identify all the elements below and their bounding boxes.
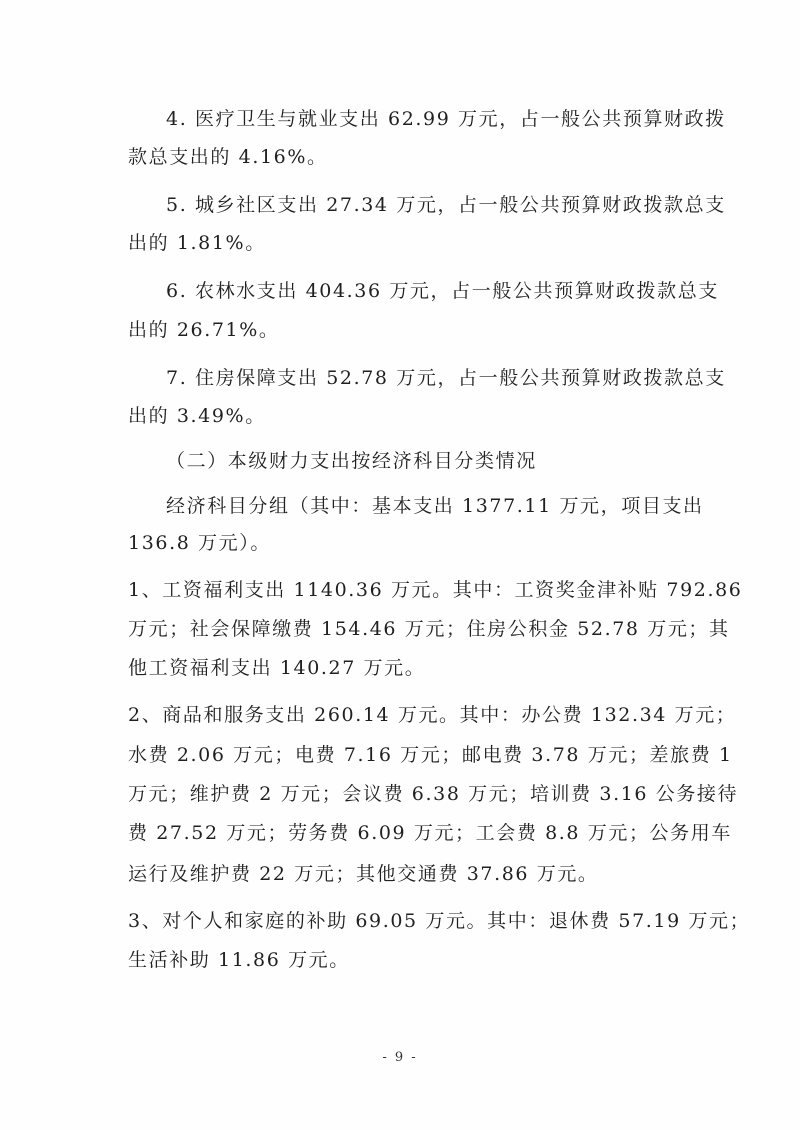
text-line-15: 2、商品和服务支出 260.14 万元。其中：办公费 132.34 万元； xyxy=(128,704,737,726)
text-line-14: 他工资福利支出 140.27 万元。 xyxy=(128,657,426,679)
text-line-6: 出的 26.71%。 xyxy=(128,319,280,341)
text-line-5: 6. 农林水支出 404.36 万元，占一般公共预算财政拨款总支 xyxy=(166,280,719,302)
text-line-19: 运行及维护费 22 万元；其他交通费 37.86 万元。 xyxy=(128,863,599,885)
text-line-8: 出的 3.49%。 xyxy=(128,405,266,427)
text-line-13: 万元；社会保障缴费 154.46 万元；住房公积金 52.78 万元；其 xyxy=(128,618,730,640)
text-line-4: 出的 1.81%。 xyxy=(128,232,266,254)
section-heading: （二）本级财力支出按经济科目分类情况 xyxy=(166,450,537,472)
text-line-12: 1、工资福利支出 1140.36 万元。其中：工资奖金津补贴 792.86 xyxy=(128,579,743,601)
text-line-16: 水费 2.06 万元；电费 7.16 万元；邮电费 3.78 万元；差旅费 1 xyxy=(128,744,733,766)
text-line-11: 136.8 万元）。 xyxy=(128,532,271,554)
text-line-10: 经济科目分组（其中：基本支出 1377.11 万元，项目支出 xyxy=(166,495,704,517)
text-line-21: 生活补助 11.86 万元。 xyxy=(128,949,350,971)
text-line-17: 万元；维护费 2 万元；会议费 6.38 万元；培训费 3.16 公务接待 xyxy=(128,783,739,805)
text-line-3: 5. 城乡社区支出 27.34 万元，占一般公共预算财政拨款总支 xyxy=(166,194,726,216)
text-line-20: 3、对个人和家庭的补助 69.05 万元。其中：退休费 57.19 万元； xyxy=(128,910,751,932)
text-line-18: 费 27.52 万元；劳务费 6.09 万元；工会费 8.8 万元；公务用车 xyxy=(128,822,732,844)
text-line-2: 款总支出的 4.16%。 xyxy=(128,146,328,168)
text-line-1: 4. 医疗卫生与就业支出 62.99 万元，占一般公共预算财政拨 xyxy=(166,108,726,130)
text-line-7: 7. 住房保障支出 52.78 万元，占一般公共预算财政拨款总支 xyxy=(166,367,726,389)
page-number: - 9 - xyxy=(382,1050,418,1065)
